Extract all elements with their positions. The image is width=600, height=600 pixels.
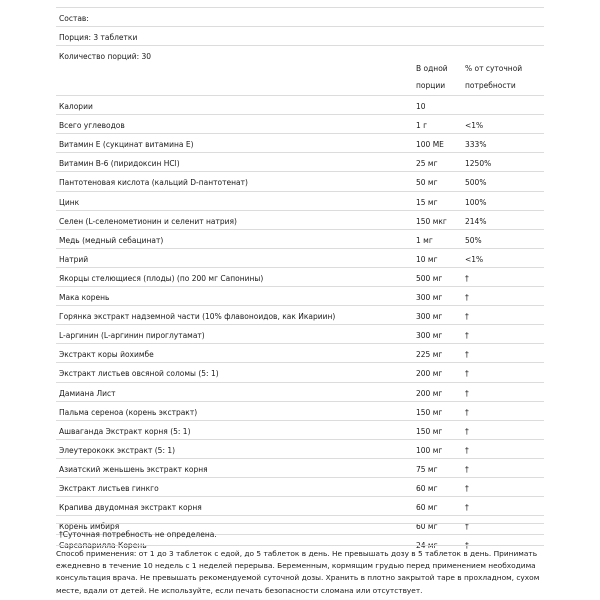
nutrient-daily-value: †: [465, 426, 469, 436]
nutrient-daily-value: †: [465, 464, 469, 474]
nutrient-row: [56, 95, 544, 114]
nutrient-row: [56, 324, 544, 343]
nutrient-daily-value: †: [465, 312, 469, 322]
nutrient-daily-value: 214%: [465, 216, 487, 226]
nutrient-row: [56, 401, 544, 420]
nutrient-amount: 60 мг: [416, 522, 438, 532]
nutrient-name: Натрий: [59, 254, 89, 264]
servings-count-label: Количество порций: 30: [59, 52, 152, 61]
nutrient-amount: 25 мг: [416, 159, 438, 169]
nutrient-amount: 60 мг: [416, 484, 438, 493]
nutrient-amount: 150 мкг: [416, 216, 447, 226]
nutrient-name: Экстракт коры йохимбе: [59, 350, 154, 360]
nutrient-amount: 200 мг: [416, 369, 443, 379]
nutrient-row: [56, 191, 544, 210]
nutrient-row: [56, 114, 544, 133]
nutrient-daily-value: †: [465, 293, 469, 302]
nutrient-amount: 500 мг: [416, 273, 443, 283]
nutrient-amount: 10 мг: [416, 254, 438, 264]
nutrient-name: Корень имбиря: [59, 522, 120, 532]
nutrient-daily-value: †: [465, 445, 469, 455]
nutrient-name: Всего углеводов: [59, 121, 125, 131]
nutrient-daily-value: †: [465, 484, 469, 493]
nutrient-daily-value: †: [465, 407, 469, 417]
nutrient-daily-value: <1%: [465, 121, 484, 131]
nutrient-amount: 10: [416, 102, 426, 111]
nutrient-row: [56, 343, 544, 362]
nutrient-amount: 300 мг: [416, 312, 443, 322]
nutrient-amount: 75 мг: [416, 464, 438, 474]
nutrient-daily-value: †: [465, 273, 469, 283]
nutrient-amount: 200 мг: [416, 388, 443, 398]
nutrient-name: Крапива двудомная экстракт корня: [59, 503, 202, 513]
nutrient-daily-value: †: [465, 541, 469, 551]
nutrient-row: [56, 477, 544, 496]
amount-column-header: В одной порции: [416, 64, 448, 90]
nutrient-row: [56, 382, 544, 401]
footnote-row: [56, 523, 544, 546]
nutrient-daily-value: †: [465, 331, 469, 341]
nutrient-name: L-аргинин (L-аргинин пироглутамат): [59, 331, 205, 341]
nutrient-daily-value: 500%: [465, 178, 487, 188]
nutrient-amount: 100 мг: [416, 445, 443, 455]
nutrient-daily-value: †: [465, 388, 469, 398]
nutrient-amount: 15 мг: [416, 197, 438, 207]
nutrient-row: [56, 286, 544, 305]
nutrient-row: [56, 458, 544, 477]
nutrient-name: Экстракт листьев овсяной соломы (5: 1): [59, 369, 219, 379]
nutrient-amount: 24 мг: [416, 541, 438, 551]
nutrient-daily-value: 1250%: [465, 159, 492, 169]
serving-size-row: [56, 26, 544, 45]
nutrient-daily-value: 333%: [465, 140, 487, 150]
nutrient-name: Витамин B-6 (пиридоксин HCl): [59, 159, 180, 169]
nutrient-daily-value: †: [465, 369, 469, 379]
nutrient-row: [56, 496, 544, 515]
nutrient-row: [56, 248, 544, 267]
nutrient-name: Калории: [59, 102, 93, 111]
column-header-row: [56, 64, 544, 95]
nutrient-name: Сарсапарилла Корень: [59, 541, 147, 551]
nutrient-daily-value: 50%: [465, 235, 482, 245]
nutrient-name: Дамиана Лист: [59, 388, 116, 398]
nutrient-name: Азиатский женьшень экстракт корня: [59, 464, 208, 474]
nutrient-row: [56, 439, 544, 458]
nutrient-name: Элеутерококк экстракт (5: 1): [59, 445, 176, 455]
nutrient-amount: 300 мг: [416, 293, 443, 302]
usage-instructions: Способ применения: от 1 до 3 таблеток с едой, до 5 таблеток в день. Не превышать дозу в 5 таблеток в день. Принимать ежедневно в течение 10 недель с 1 неделей перерыва. Беременным, кормящим грудью перед применением необходима консультация врача. Не превышать рекомендуемой суточной дозы. Хранить в плотно закрытой таре в прохладном, сухом месте, вдали от детей. Не используйте, если печать безопасности сломана или отсутствует.: [56, 549, 540, 595]
nutrient-daily-value: 100%: [465, 197, 487, 207]
nutrient-row: [56, 305, 544, 324]
nutrient-row: [56, 229, 544, 248]
nutrient-amount: 60 мг: [416, 503, 438, 513]
nutrient-row: [56, 210, 544, 229]
composition-row: [56, 7, 544, 26]
nutrient-name: Мака корень: [59, 293, 110, 302]
nutrient-amount: 300 мг: [416, 331, 443, 341]
nutrient-daily-value: †: [465, 350, 469, 360]
nutrient-amount: 1 г: [416, 121, 428, 131]
nutrient-row: [56, 133, 544, 152]
nutrient-row: [56, 420, 544, 439]
nutrient-name: Медь (медный себацинат): [59, 235, 164, 245]
daily-value-footnote: †Суточная потребность не определена.: [59, 530, 217, 539]
serving-size-label: Порция: 3 таблетки: [59, 33, 138, 42]
nutrient-name: Экстракт листьев гинкго: [59, 484, 159, 493]
nutrient-row: [56, 152, 544, 171]
nutrient-amount: 225 мг: [416, 350, 443, 360]
composition-label: Состав:: [59, 14, 89, 23]
nutrient-row: [56, 362, 544, 381]
nutrient-daily-value: †: [465, 522, 469, 532]
nutrient-amount: 1 мг: [416, 235, 433, 245]
nutrient-row: [56, 267, 544, 286]
nutrient-row: [56, 171, 544, 190]
nutrient-name: Селен (L-селенометионин и селенит натрия): [59, 216, 237, 226]
nutrient-name: Ашваганда Экстракт корня (5: 1): [59, 426, 191, 436]
percent-column-header: % от суточной потребности: [465, 64, 523, 90]
nutrient-name: Пантотеновая кислота (кальций D-пантотенат): [59, 178, 248, 188]
nutrient-amount: 150 мг: [416, 426, 443, 436]
supplement-facts-table: [56, 0, 544, 600]
nutrient-name: Пальма сереноа (корень экстракт): [59, 407, 198, 417]
nutrient-daily-value: †: [465, 503, 469, 513]
nutrient-amount: 150 мг: [416, 407, 443, 417]
nutrient-name: Якорцы стелющиеся (плоды) (по 200 мг Сапонины): [59, 273, 264, 283]
nutrient-name: Витамин E (сукцинат витамина E): [59, 140, 194, 150]
nutrient-name: Цинк: [59, 197, 80, 207]
nutrient-amount: 50 мг: [416, 178, 438, 188]
nutrient-daily-value: <1%: [465, 254, 484, 264]
nutrient-name: Горянка экстракт надземной части (10% флавоноидов, как Икариин): [59, 312, 336, 322]
nutrient-amount: 100 МЕ: [416, 140, 444, 150]
